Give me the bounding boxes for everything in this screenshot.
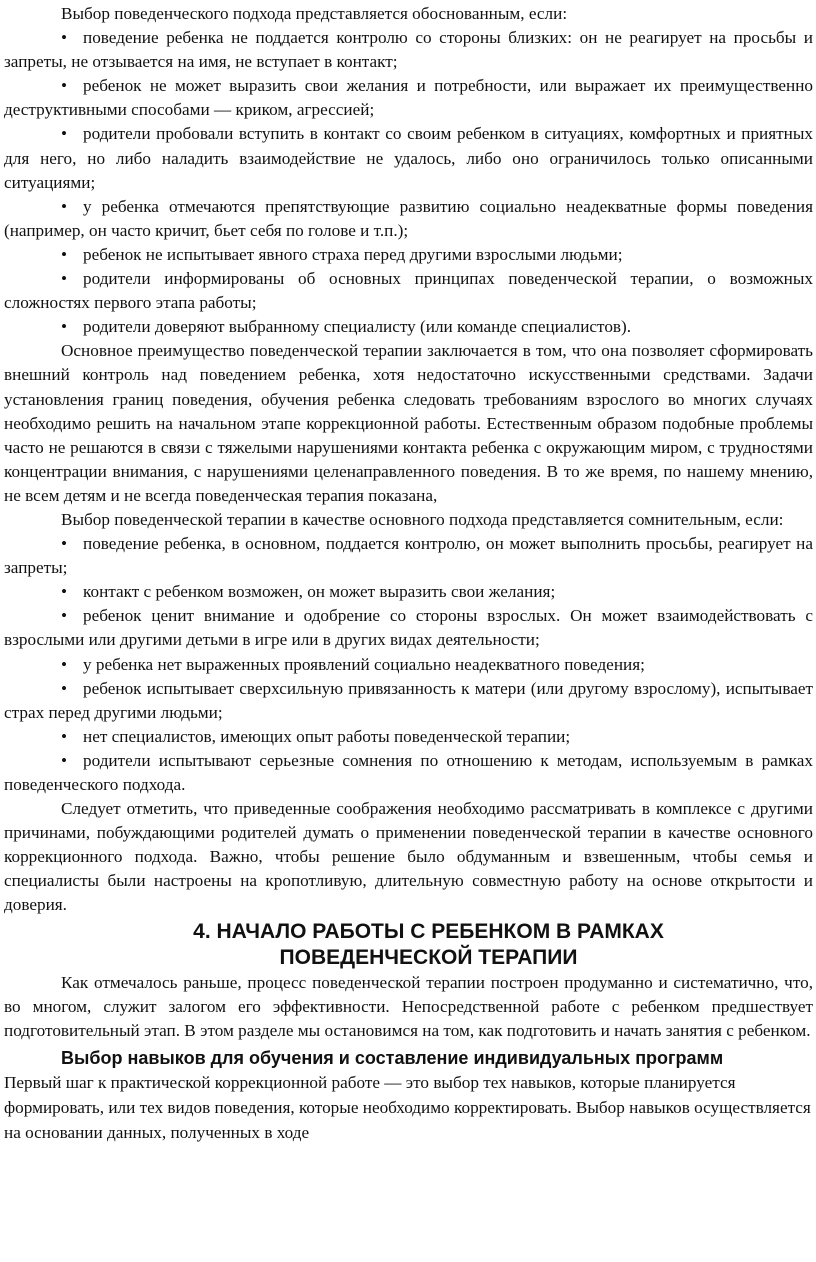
list-item-text: ребенок не испытывает явного страха перед другими взрослыми людьми;: [83, 244, 623, 264]
bullet-icon: •: [61, 244, 68, 264]
list-item: [4, 74, 813, 122]
list-item-text: у ребенка нет выраженных проявлений социально неадекватного поведения;: [83, 654, 645, 674]
list-item: [4, 243, 813, 267]
subsection-heading: Выбор навыков для обучения и составление индивидуальных программ: [61, 1047, 724, 1068]
list-item-text: ребенок ценит внимание и одобрение со стороны взрослых. Он может взаимодействовать с взрослыми или другими детьми в игре или в других видах деятельности;: [4, 606, 813, 650]
list-item-text: ребенок не может выразить свои желания и потребности, или выражает их преимущественно деструктивными способами — криком, агрессией;: [4, 76, 813, 120]
bullet-icon: •: [61, 534, 68, 554]
list-item-text: ребенок испытывает сверхсильную привязанность к матери (или другому взрослому), испытывает страх перед другими людьми;: [4, 678, 813, 722]
bullet-icon: •: [61, 750, 68, 770]
section-intro-paragraph: Как отмечалось раньше, процесс поведенческой терапии построен продуманно и систематично, что, во многом, служит залогом его эффективности. Непосредственной работе с ребенком предшествует подготовительный этап. В этом разделе мы остановимся на том, как подготовить и начать занятия с ребенком.: [4, 972, 813, 1040]
bullet-icon: •: [61, 269, 68, 289]
list-item: [4, 604, 813, 652]
list-item-text: родители доверяют выбранному специалисту (или команде специалистов).: [83, 317, 632, 337]
bullet-icon: •: [61, 196, 68, 216]
bullet-icon: •: [61, 606, 68, 626]
list-item-text: у ребенка отмечаются препятствующие развитию социально неадекватные формы поведения (например, он часто кричит, бьет себя по голове и т.п.);: [4, 196, 813, 240]
skills-paragraph: Первый шаг к практической коррекционной работе — это выбор тех навыков, которые планируется формировать, или тех видов поведения, которые необходимо корректировать. Выбор навыков осуществляется на основании данных, полученных в ходе: [4, 1072, 811, 1142]
list-item: [4, 580, 813, 604]
conclusion-paragraph: Следует отметить, что приведенные соображения необходимо рассматривать в комплексе с другими причинами, побуждающими родителей думать о применении поведенческой терапии в качестве основного коррекционного подхода. Важно, чтобы решение было обдуманным и взвешенным, чтобы семья и специалисты были настроены на кропотливую, длительную совместную работу на основе открытости и доверия.: [4, 799, 813, 915]
list-item: [4, 122, 813, 194]
bullet-icon: •: [61, 726, 68, 746]
list-item-text: родители испытывают серьезные сомнения по отношению к методам, используемым в рамках поведенческого подхода.: [4, 750, 813, 794]
intro-paragraph: Выбор поведенческого подхода представляется обоснованным, если:: [61, 4, 568, 23]
list-item: [4, 315, 813, 339]
bullet-icon: •: [61, 28, 68, 48]
bullet-icon: •: [61, 317, 68, 337]
list-item: [4, 677, 813, 725]
section-heading-line: 4. НАЧАЛО РАБОТЫ С РЕБЕНКОМ В РАМКАХ: [193, 919, 664, 943]
indications-list: [4, 26, 813, 339]
list-item-text: родители пробовали вступить в контакт со своим ребенком в ситуациях, комфортных и приятных для него, но либо наладить взаимодействие не удалось, либо оно ограничилось только описанными ситуациями;: [4, 124, 813, 192]
list-item-text: поведение ребенка, в основном, поддается контролю, он может выполнить просьбы, реагирует на запреты;: [4, 534, 813, 578]
list-item-text: родители информированы об основных принципах поведенческой терапии, о возможных сложностях первого этапа работы;: [4, 269, 813, 313]
list-item: [4, 749, 813, 797]
bullet-icon: •: [61, 654, 68, 674]
list-item: [4, 267, 813, 315]
bullet-icon: •: [61, 678, 68, 698]
bullet-icon: •: [61, 76, 68, 96]
list-item: [4, 195, 813, 243]
list-item-text: нет специалистов, имеющих опыт работы поведенческой терапии;: [83, 726, 571, 746]
list-item: [4, 26, 813, 74]
section-heading-line: ПОВЕДЕНЧЕСКОЙ ТЕРАПИИ: [279, 945, 578, 969]
bullet-icon: •: [61, 582, 68, 602]
section-heading: [4, 919, 813, 971]
list-item-text: поведение ребенка не поддается контролю со стороны близких: он не реагирует на просьбы и запреты, не отзывается на имя, не вступает в контакт;: [4, 28, 813, 72]
contraindications-list: [4, 532, 813, 797]
advantage-paragraph: Основное преимущество поведенческой терапии заключается в том, что она позволяет сформировать внешний контроль над поведением ребенка, хотя недостаточно искусственными средствами. Задачи установления границ поведения, обучения ребенка следовать требованиям взрослого во многих случаях необходимо решить на начальном этапе коррекционной работы. Естественным образом подобные проблемы часто не решаются в связи с тяжелыми нарушениями контакта ребенка с окружающим миром, с трудностями концентрации внимания, с нарушениями целенаправленного поведения. В то же время, по нашему мнению, не всем детям и не всегда поведенческая терапия показана,: [4, 341, 813, 505]
list-item: [4, 532, 813, 580]
list-item: [4, 725, 813, 749]
list-item: [4, 653, 813, 677]
doubtful-intro-paragraph: Выбор поведенческой терапии в качестве основного подхода представляется сомнительным, если:: [61, 509, 784, 529]
bullet-icon: •: [61, 124, 68, 144]
list-item-text: контакт с ребенком возможен, он может выразить свои желания;: [83, 582, 556, 602]
